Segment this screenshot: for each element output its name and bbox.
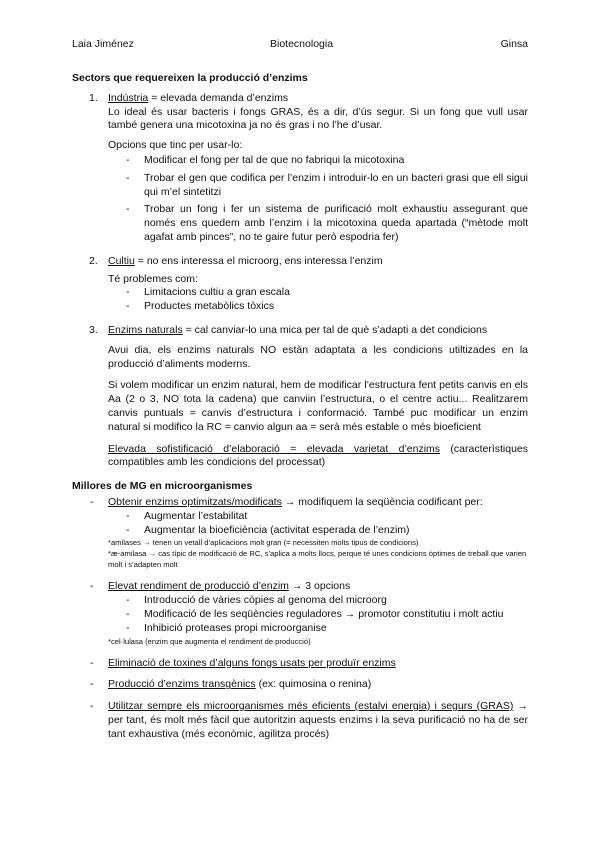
millores-list: [72, 496, 528, 742]
item-paragraph: Avui dia, els enzims naturals NO estàn adaptata a les condicions utiltizades en la producció d’aliments moderns.: [108, 343, 528, 370]
item-heading-rest: → modifiquem la seqüència codificant per:: [281, 495, 483, 508]
sub-item: - Augmentar la bioeficiència (activitat esperada de l’enzim): [126, 523, 410, 536]
page-header: [72, 38, 528, 52]
problems-label: Té problemes com:: [108, 272, 198, 285]
sub-item: - Augmentar l’estabilitat: [126, 509, 248, 522]
list-item: - Utilitzar sempre els microorganismes més eficients (estalvi energia) i segurs (GRAS) → per tant, és molt més fàcil que autoritzin aquests enzims i la seva purificació no ha de ser tant exhaustiva (més econòmic, agilitza procés): [90, 700, 528, 740]
options-label: Opcions que tinc per usar-lo:: [108, 139, 243, 152]
item-paragraph: [108, 443, 528, 471]
section-title-millores: Millores de MG en microorganismes: [72, 480, 253, 493]
item-heading-underlined: Eliminació de toxines d’alguns fongs usats per produïr enzims: [108, 656, 396, 669]
list-item: - Obtenir enzims optimitzats/modificats → modifiquem la seqüència codificant per: - Augmentar l’estabilitat - Augmentar la bioeficiència (activitat esperada de l’enzim) *amilases → tenen un vetall d’aplicacions molt gran (= necessiten molts tipus de condicions) *æ-amilasa → cas típic de modificació de RC, s’aplica a molts llocs, perque té unes condicions òptimes de treball que varien molt i s’adapten molt: [90, 495, 527, 570]
item-heading: [108, 324, 528, 338]
item-continuation: → per tant, és molt més fàcil que autoritzin aquests enzims i la seva purificació no ha de ser tant exhaustiva (més econòmic, agilitza procés): [108, 700, 528, 740]
item-heading-rest: (ex: quimosina o renina): [255, 678, 372, 691]
item-heading-rest: = elevada demanda d’enzims: [148, 91, 289, 104]
numbered-item-enzims-naturals: [72, 324, 528, 470]
sub-list: [108, 594, 528, 635]
list-item: - Modificar el fong per tal de que no fabriqui la micotoxina: [126, 153, 405, 166]
item-heading-rest: = no ens interessa el microorg, ens interessa l’enzim: [134, 254, 383, 267]
list-item: - Trobar un fong i fer un sistema de purificació molt exhaustiu assegurant que només ens quedem amb l’enzim i la micotoxina queda apartada (“mètode molt agafat amb pinces”, no te gaire futur però espodria fer): [126, 203, 528, 243]
header-author: Laia Jiménez: [72, 38, 134, 50]
list-item: - Elevat rendiment de producció d’enzim → 3 opcions - Introducció de vàries còpies al genoma del microorg - Modificació de les seqüències reguladores → promotor constitutiu i molt actiu - Inhibició proteases propi microorganise *cel·lulasa (enzim que augmenta el rendiment de producció): [72, 580, 528, 646]
numbered-item-industria: [72, 92, 528, 153]
item-number: 1.: [89, 91, 98, 104]
item-heading: [108, 255, 528, 269]
item-heading-underlined: Obtenir enzims optimitzats/modificats: [108, 495, 282, 508]
list-item: - Eliminació de toxines d’alguns fongs usats per produïr enzims: [90, 656, 396, 669]
item-heading-underlined: Elevat rendiment de producció d’enzim: [108, 580, 289, 593]
list-item: - Trobar el gen que codifica per l’enzim i introduir-lo en un bacteri grasi que ell sigui qui m’el sintetitzi: [126, 171, 528, 198]
numbered-item-cultiu: [72, 255, 528, 287]
options-list: [72, 154, 528, 245]
item-heading-underlined: Producció d’enzims transgènics: [108, 678, 256, 691]
paragraph-rest: (caracterìstiques compatibles amb les condicions del processat): [108, 442, 529, 469]
item-heading-rest: = cal canviar-lo una mica per tal de què s’adapti a det condicions: [182, 323, 488, 336]
item-heading: [108, 92, 528, 106]
document-body: [72, 72, 528, 741]
note: *amilases → tenen un vetall d’aplicacions molt gran (= necessiten molts tipus de condicions): [108, 538, 419, 548]
item-number: 2.: [89, 254, 98, 267]
item-heading-underlined: Cultiu: [108, 254, 135, 267]
problems-list: [72, 286, 528, 314]
item-heading-underlined: Indústria: [108, 91, 149, 104]
header-school: Ginsa: [500, 38, 528, 50]
sub-item: - Introducció de vàries còpies al genoma del microorg: [126, 594, 387, 607]
note: *cel·lulasa (enzim que augmenta el rendiment de producció): [108, 636, 311, 646]
section-title-sectors: Sectors que requereixen la producció d’enzims: [72, 72, 308, 84]
item-paragraph: Lo ideal és usar bacteris i fongs GRAS, és a dir, d’ús segur. Si un fong que vull usar també genera una micotoxina ja no és gras i no l’he d’usar.: [108, 105, 528, 132]
item-heading-rest: → 3 opcions: [288, 580, 351, 593]
item-paragraph: Si volem modificar un enzim natural, hem de modificar l’estructura fent petits canvis en els Aa (2 o 3, NO tota la cadena) que canviin l’estructura, o el centre actiu... Realitzarem canvis puntuals = canvis d’estructura i conformació. També puc modificar un enzim natural si modifico la RC = canvio algun aa = serà més estable o més bioeficient: [108, 379, 528, 433]
header-subject: Biotecnologia: [270, 38, 334, 50]
list-item: - Productes metabòlics tòxics: [126, 300, 275, 313]
sub-list: [108, 510, 528, 538]
sub-item: - Modificació de les seqüències reguladores → promotor constitutiu i molt actiu: [126, 607, 504, 620]
list-item: - Limitacions cultiu a gran escala: [126, 286, 290, 299]
sub-item: - Inhibició proteases propi microorganise: [126, 621, 327, 634]
note: *æ-amilasa → cas típic de modificació de RC, s’aplica a molts llocs, perque té unes condicions òptimes de treball que varien molt i s’adapten molt: [108, 549, 527, 570]
paragraph-underlined: Elevada sofistificació d’elaboració = elevada varietat d’enzims: [108, 442, 441, 455]
item-heading-underlined: Enzims naturals: [108, 323, 183, 336]
item-heading-underlined: Utilitzar sempre els microorganismes més eficients (estalvi energia) i segurs (GRAS): [108, 700, 514, 713]
list-item: - Producció d’enzims transgènics (ex: quimosina o renina): [90, 678, 372, 691]
item-number: 3.: [89, 323, 98, 336]
